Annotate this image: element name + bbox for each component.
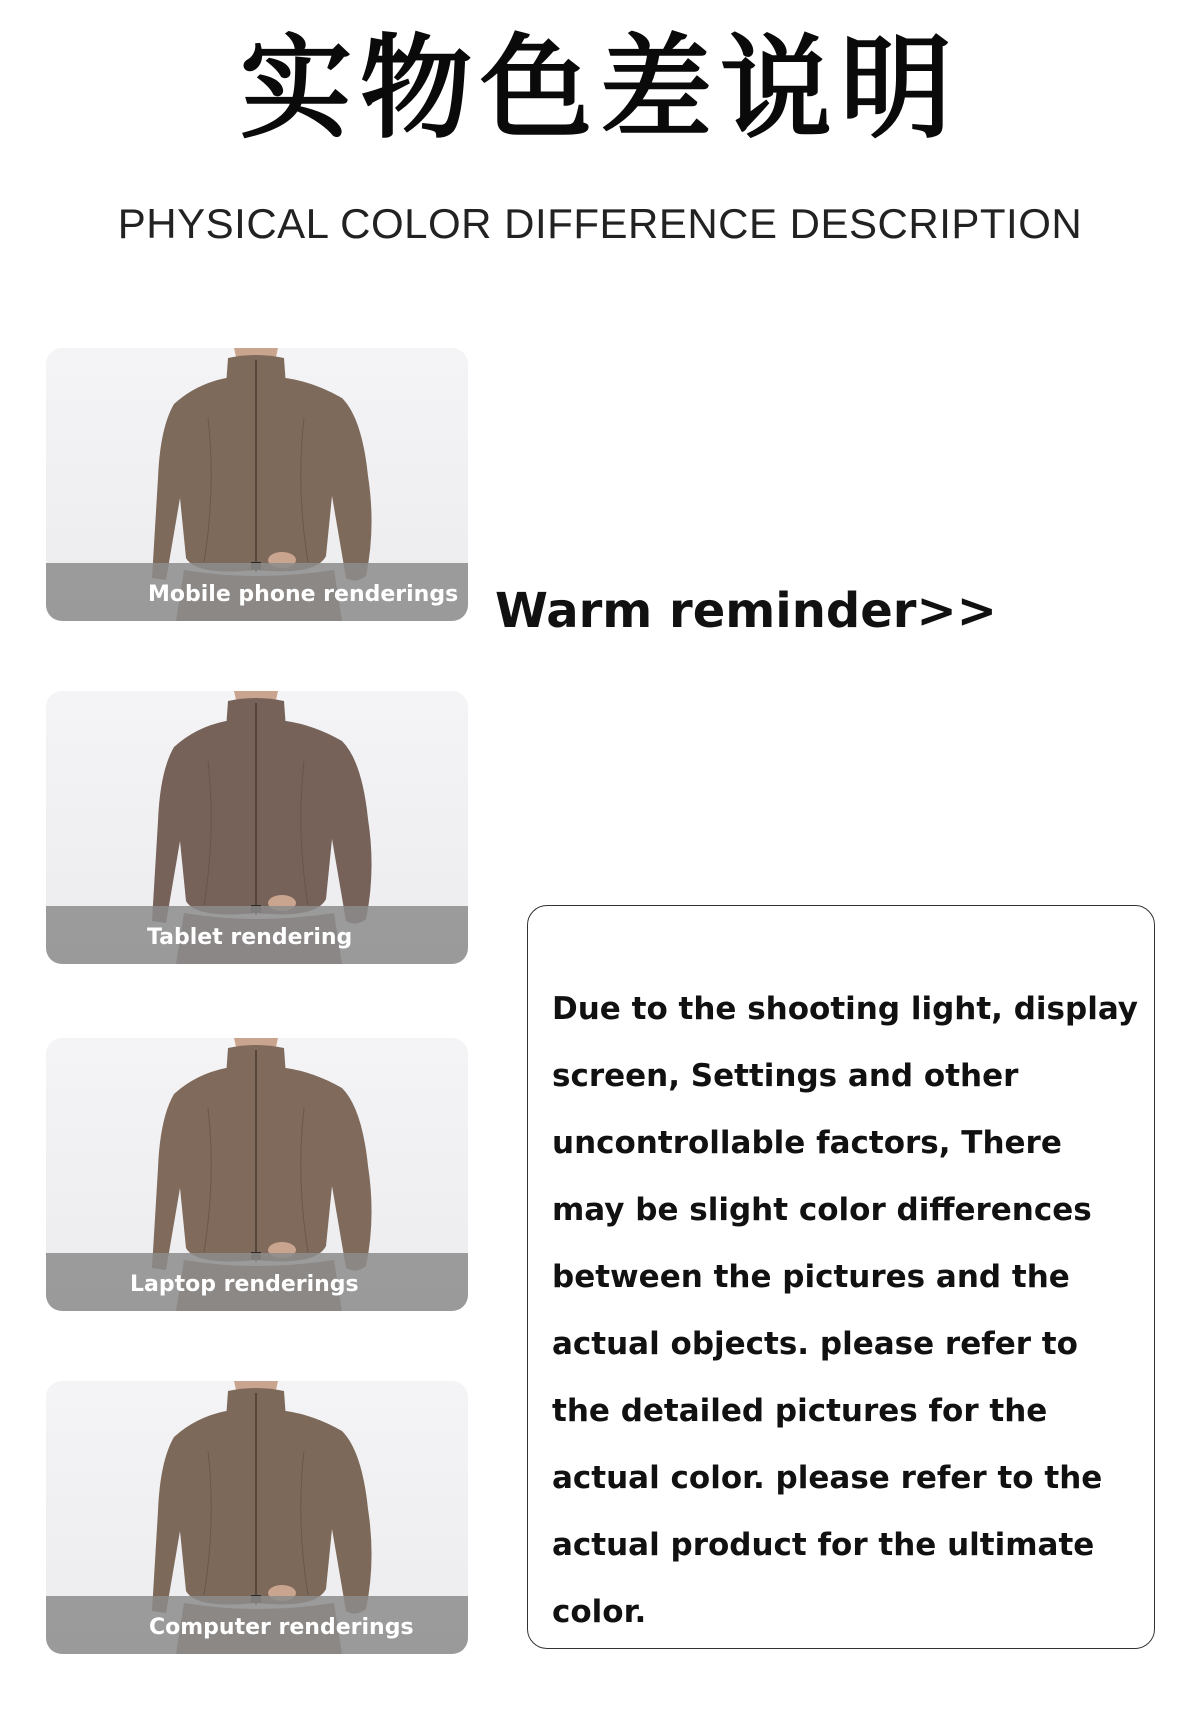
rendering-caption: Tablet rendering xyxy=(147,925,353,950)
rendering-caption: Laptop renderings xyxy=(130,1272,359,1297)
page-title-cn: 实物色差说明 xyxy=(240,24,960,154)
rendering-card-tablet xyxy=(46,691,468,964)
rendering-card-laptop xyxy=(46,1038,468,1311)
reminder-text: Due to the shooting light, display screen, Settings and other uncontrollable factors, There may be slight color differences between the pictures and the actual objects. please refer to the detailed pictures for the actual color. please refer to the actual product for the ultimate color. xyxy=(552,991,1139,1630)
rendering-card-mobile xyxy=(46,348,468,621)
rendering-card-computer xyxy=(46,1381,468,1654)
rendering-caption: Computer renderings xyxy=(149,1615,414,1640)
page-title-en: PHYSICAL COLOR DIFFERENCE DESCRIPTION xyxy=(117,200,1083,247)
warm-reminder-heading: Warm reminder>> xyxy=(495,583,997,639)
rendering-caption: Mobile phone renderings xyxy=(148,582,459,607)
reminder-notice-box xyxy=(527,905,1155,1649)
